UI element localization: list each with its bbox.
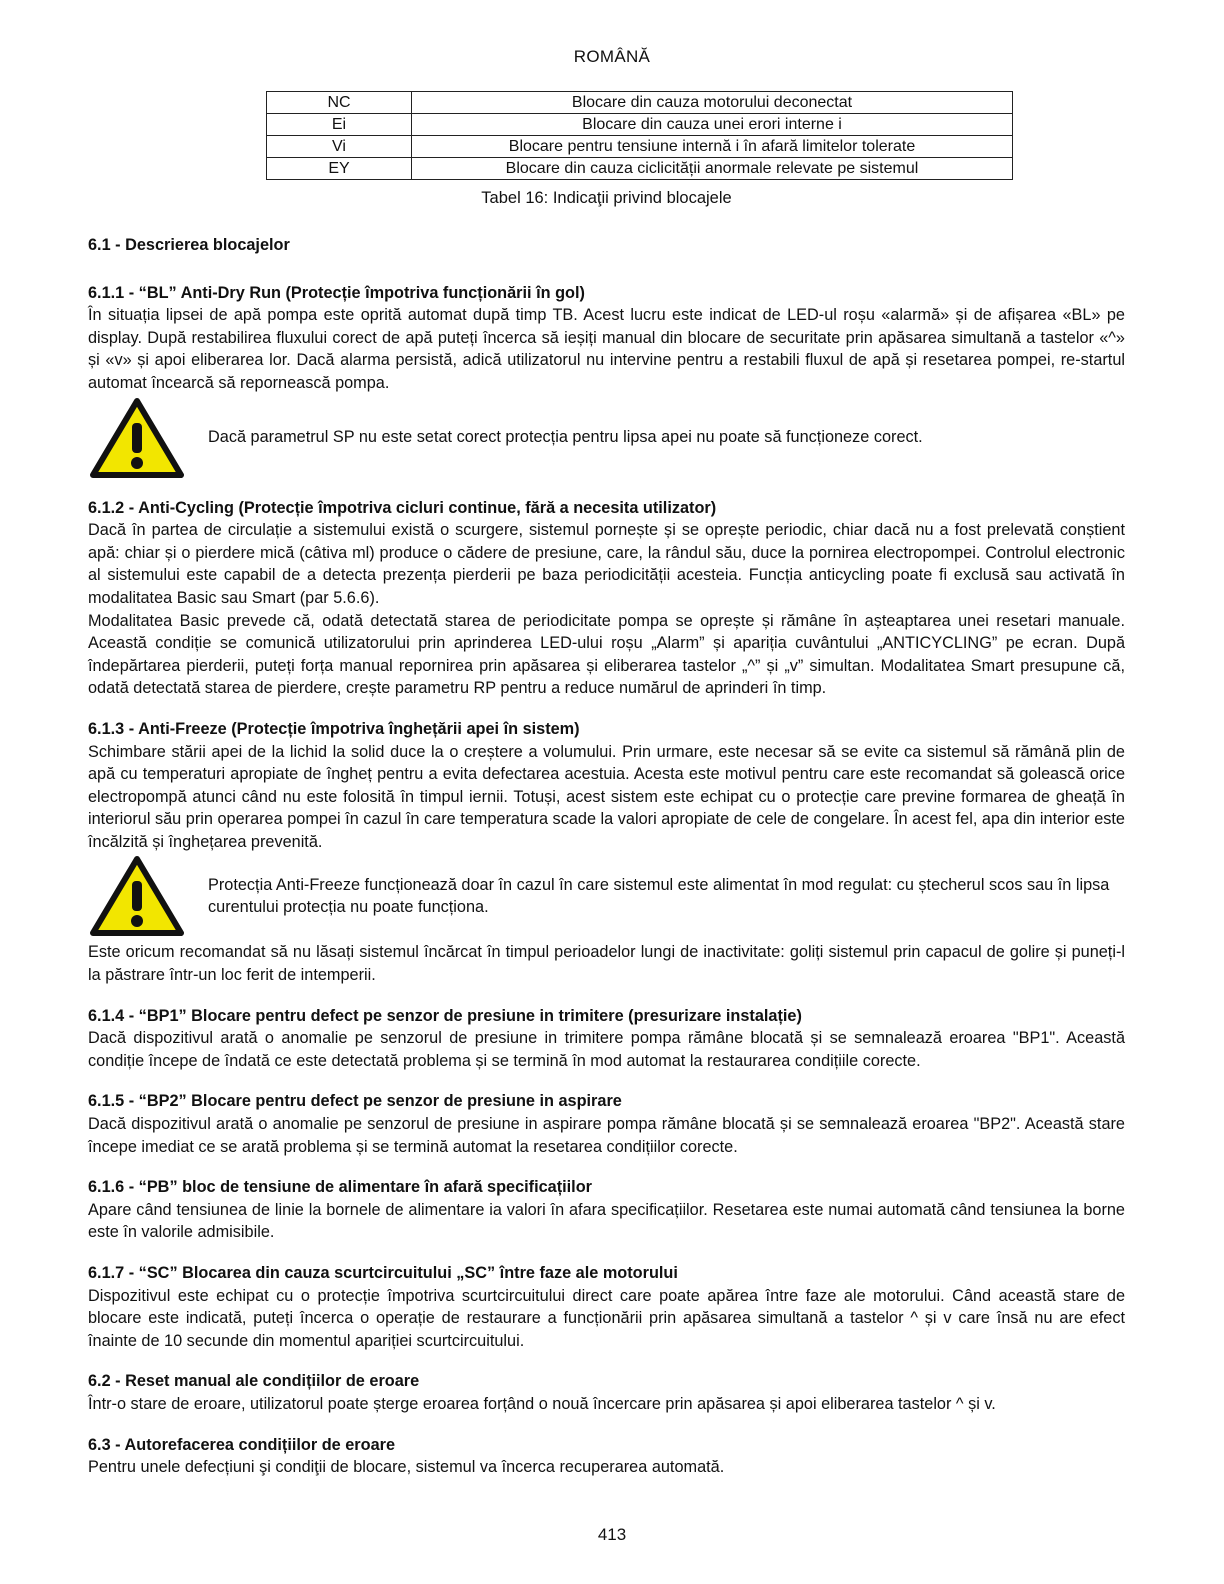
- document-body: [88, 234, 1125, 1497]
- section-6-1-6: [88, 1176, 1125, 1244]
- page-header-language: ROMÂNĂ: [573, 47, 651, 66]
- section-title: 6.1.2 - Anti-Cycling (Protecție împotriva cicluri continue, fără a necesita utilizator): [88, 498, 717, 517]
- table-row: [267, 92, 1013, 114]
- table-cell-description: Blocare din cauza motorului deconectat: [412, 92, 1013, 114]
- table-row: [267, 136, 1013, 158]
- paragraph: Dacă dispozitivul arată o anomalie pe senzorul de presiune in trimitere pompa rămâne blocată și se semnalează eroarea "BP1". Această condiție începe de îndată ce este detectată problema și se termină în mod automat la restaurarea condițiile corecte.: [88, 1029, 1125, 1070]
- table-row: [267, 114, 1013, 136]
- section-title: 6.1.4 - “BP1” Blocare pentru defect pe senzor de presiune in trimitere (presurizare instalație): [88, 1006, 802, 1025]
- section-title: 6.1.3 - Anti-Freeze (Protecție împotriva înghețării apei în sistem): [88, 719, 580, 738]
- paragraph: Dacă dispozitivul arată o anomalie pe senzorul de presiune in aspirare pompa rămâne blocată și se semnalează eroarea "BP2". Această stare începe imediat ce se arată problema și se termină automat la resetarea condițiilor corecte.: [88, 1115, 1125, 1156]
- section-title: 6.3 - Autorefacerea condițiilor de eroare: [88, 1435, 396, 1454]
- section-6-1-3: [88, 718, 1125, 987]
- warning-note: [88, 397, 1125, 479]
- warning-triangle-icon: [90, 397, 184, 479]
- table-cell-code: Vi: [267, 136, 412, 158]
- table-cell-description: Blocare din cauza unei erori interne i: [412, 114, 1013, 136]
- warning-text: Protecția Anti-Freeze funcționează doar în cazul în care sistemul este alimentat în mod regulat: cu ștecherul scos sau în lipsa curentului protecția nu poate funcționa.: [208, 875, 1110, 917]
- section-6-1-2: [88, 497, 1125, 700]
- table-cell-description: Blocare din cauza ciclicității anormale relevate pe sistemul: [412, 158, 1013, 180]
- paragraph: Dacă în partea de circulație a sistemului există o scurgere, sistemul pornește și se oprește periodic, chiar dacă nu a fost prelevată conștient apă: chiar și o pierdere mică (câtiva ml) produce o cădere de presiune, care, la rândul său, duce la pornirea electropompei. Controlul electronic al sistemului este capabil de a detecta prezența pierderii pe baza periodicității acesteia. Funcția anticycling poate fi exclusă sau activată în modalitatea Basic sau Smart (par 5.6.6).: [88, 521, 1125, 607]
- table-caption: Tabel 16: Indicaţii privind blocajele: [481, 189, 732, 207]
- section-6-1-7: [88, 1262, 1125, 1352]
- table-cell-code: EY: [267, 158, 412, 180]
- section-title: 6.2 - Reset manual ale condițiilor de eroare: [88, 1372, 420, 1391]
- page-number: 413: [597, 1525, 627, 1544]
- section-title: 6.1.7 - “SC” Blocarea din cauza scurtcircuitului „SC” între faze ale motorului: [88, 1264, 678, 1282]
- blocking-table: [266, 91, 1013, 180]
- warning-text: Dacă parametrul SP nu este setat corect protecția pentru lipsa apei nu poate să funcționeze corect.: [208, 428, 923, 447]
- section-title: 6.1.1 - “BL” Anti-Dry Run (Protecție împotriva funcționării în gol): [88, 283, 585, 302]
- section-title: 6.1.5 - “BP2” Blocare pentru defect pe senzor de presiune in aspirare: [88, 1092, 622, 1111]
- paragraph: Dispozitivul este echipat cu o protecție împotriva scurtcircuitului direct care poate apărea între faze ale motorului. Când această stare de blocare este indicată, puteți încerca o operație de restaurare a funcționării prin apăsarea simultană a tastelor ^ și v care însă nu are efect înainte de 10 secunde din momentul apariției scurtcircuitului.: [88, 1286, 1125, 1350]
- table-cell-code: NC: [267, 92, 412, 114]
- section-title: 6.1.6 - “PB” bloc de tensiune de alimentare în afară specificațiilor: [88, 1178, 592, 1197]
- warning-triangle-icon: [90, 855, 184, 937]
- section-6-3: [88, 1434, 1125, 1479]
- warning-note: [88, 855, 1125, 937]
- table-cell-code: Ei: [267, 114, 412, 136]
- table-row: [267, 158, 1013, 180]
- table-cell-description: Blocare pentru tensiune internă i în afară limitelor tolerate: [412, 136, 1013, 158]
- paragraph: Într-o stare de eroare, utilizatorul poate șterge eroarea forțând o nouă încercare prin apăsarea și apoi eliberarea tastelor ^ și v.: [88, 1394, 996, 1413]
- section-6-1: [88, 234, 1125, 257]
- paragraph: Modalitatea Basic prevede că, odată detectată starea de periodicitate pompa se oprește și rămâne în așteaptarea unei resetari manuale. Această condiție se comunică utilizatorului prin aprinderea LED-ului roșu „Alarm” și apariția cuvântului „ANTICYCLING” pe ecran. După îndepărtarea pierderii, puteți forța manual repornirea prin apăsarea și eliberarea tastelor „^” și „v” simultan. Modalitatea Smart presupune că, odată detectată starea de pierdere, crește parametru RP pentru a reduce numărul de aprinderi în timp.: [88, 611, 1125, 698]
- section-6-2: [88, 1370, 1125, 1415]
- paragraph: Schimbare stării apei de la lichid la solid duce la o creștere a volumului. Prin urmare, este necesar să se evite ca sistemul să rămână plin de apă cu temperaturi apropiate de îngheț pentru a evita defectarea acestuia. Acesta este motivul pentru care este recomandat să golească orice electropompă atunci când nu este folosită în timpul iernii. Totuși, acest sistem este echipat cu o protecție care previne formarea de gheață în interiorul său prin operarea pompei în cazul în care temperatura scade la valori apropiate de cele de congelare. În acest fel, apa din interior este încălzită și înghețarea prevenită.: [88, 742, 1125, 851]
- paragraph: Pentru unele defecțiuni şi condiţii de blocare, sistemul va încerca recuperarea automată.: [88, 1458, 725, 1477]
- section-6-1-1: [88, 282, 1125, 479]
- paragraph: Este oricum recomandat să nu lăsați sistemul încărcat în timpul perioadelor lungi de inactivitate: goliți sistemul prin capacul de golire și puneți-l la păstrare într-un loc ferit de intemperii.: [88, 943, 1125, 985]
- paragraph: Apare când tensiunea de linie la bornele de alimentare ia valori în afara specificațiilor. Resetarea este numai automată când tensiunea la borne este în valorile admisibile.: [88, 1200, 1125, 1242]
- section-6-1-5: [88, 1090, 1125, 1158]
- paragraph: În situația lipsei de apă pompa este oprită automat după timp TB. Acest lucru este indicat de LED-ul roșu «alarmă» și de afișarea «BL» pe display. După restabilirea fluxului corect de apă puteți încerca să ieșiți manual din blocare de securitate prin apăsarea simultană a tastelor «^» și «v» și apoi eliberarea lor. Dacă alarma persistă, adică utilizatorul nu intervine pentru a restabili fluxul de apă și resetarea pompei, re-startul automat încearcă să repornească pompa.: [88, 306, 1125, 392]
- section-6-1-4: [88, 1005, 1125, 1073]
- section-title: 6.1 - Descrierea blocajelor: [88, 236, 290, 254]
